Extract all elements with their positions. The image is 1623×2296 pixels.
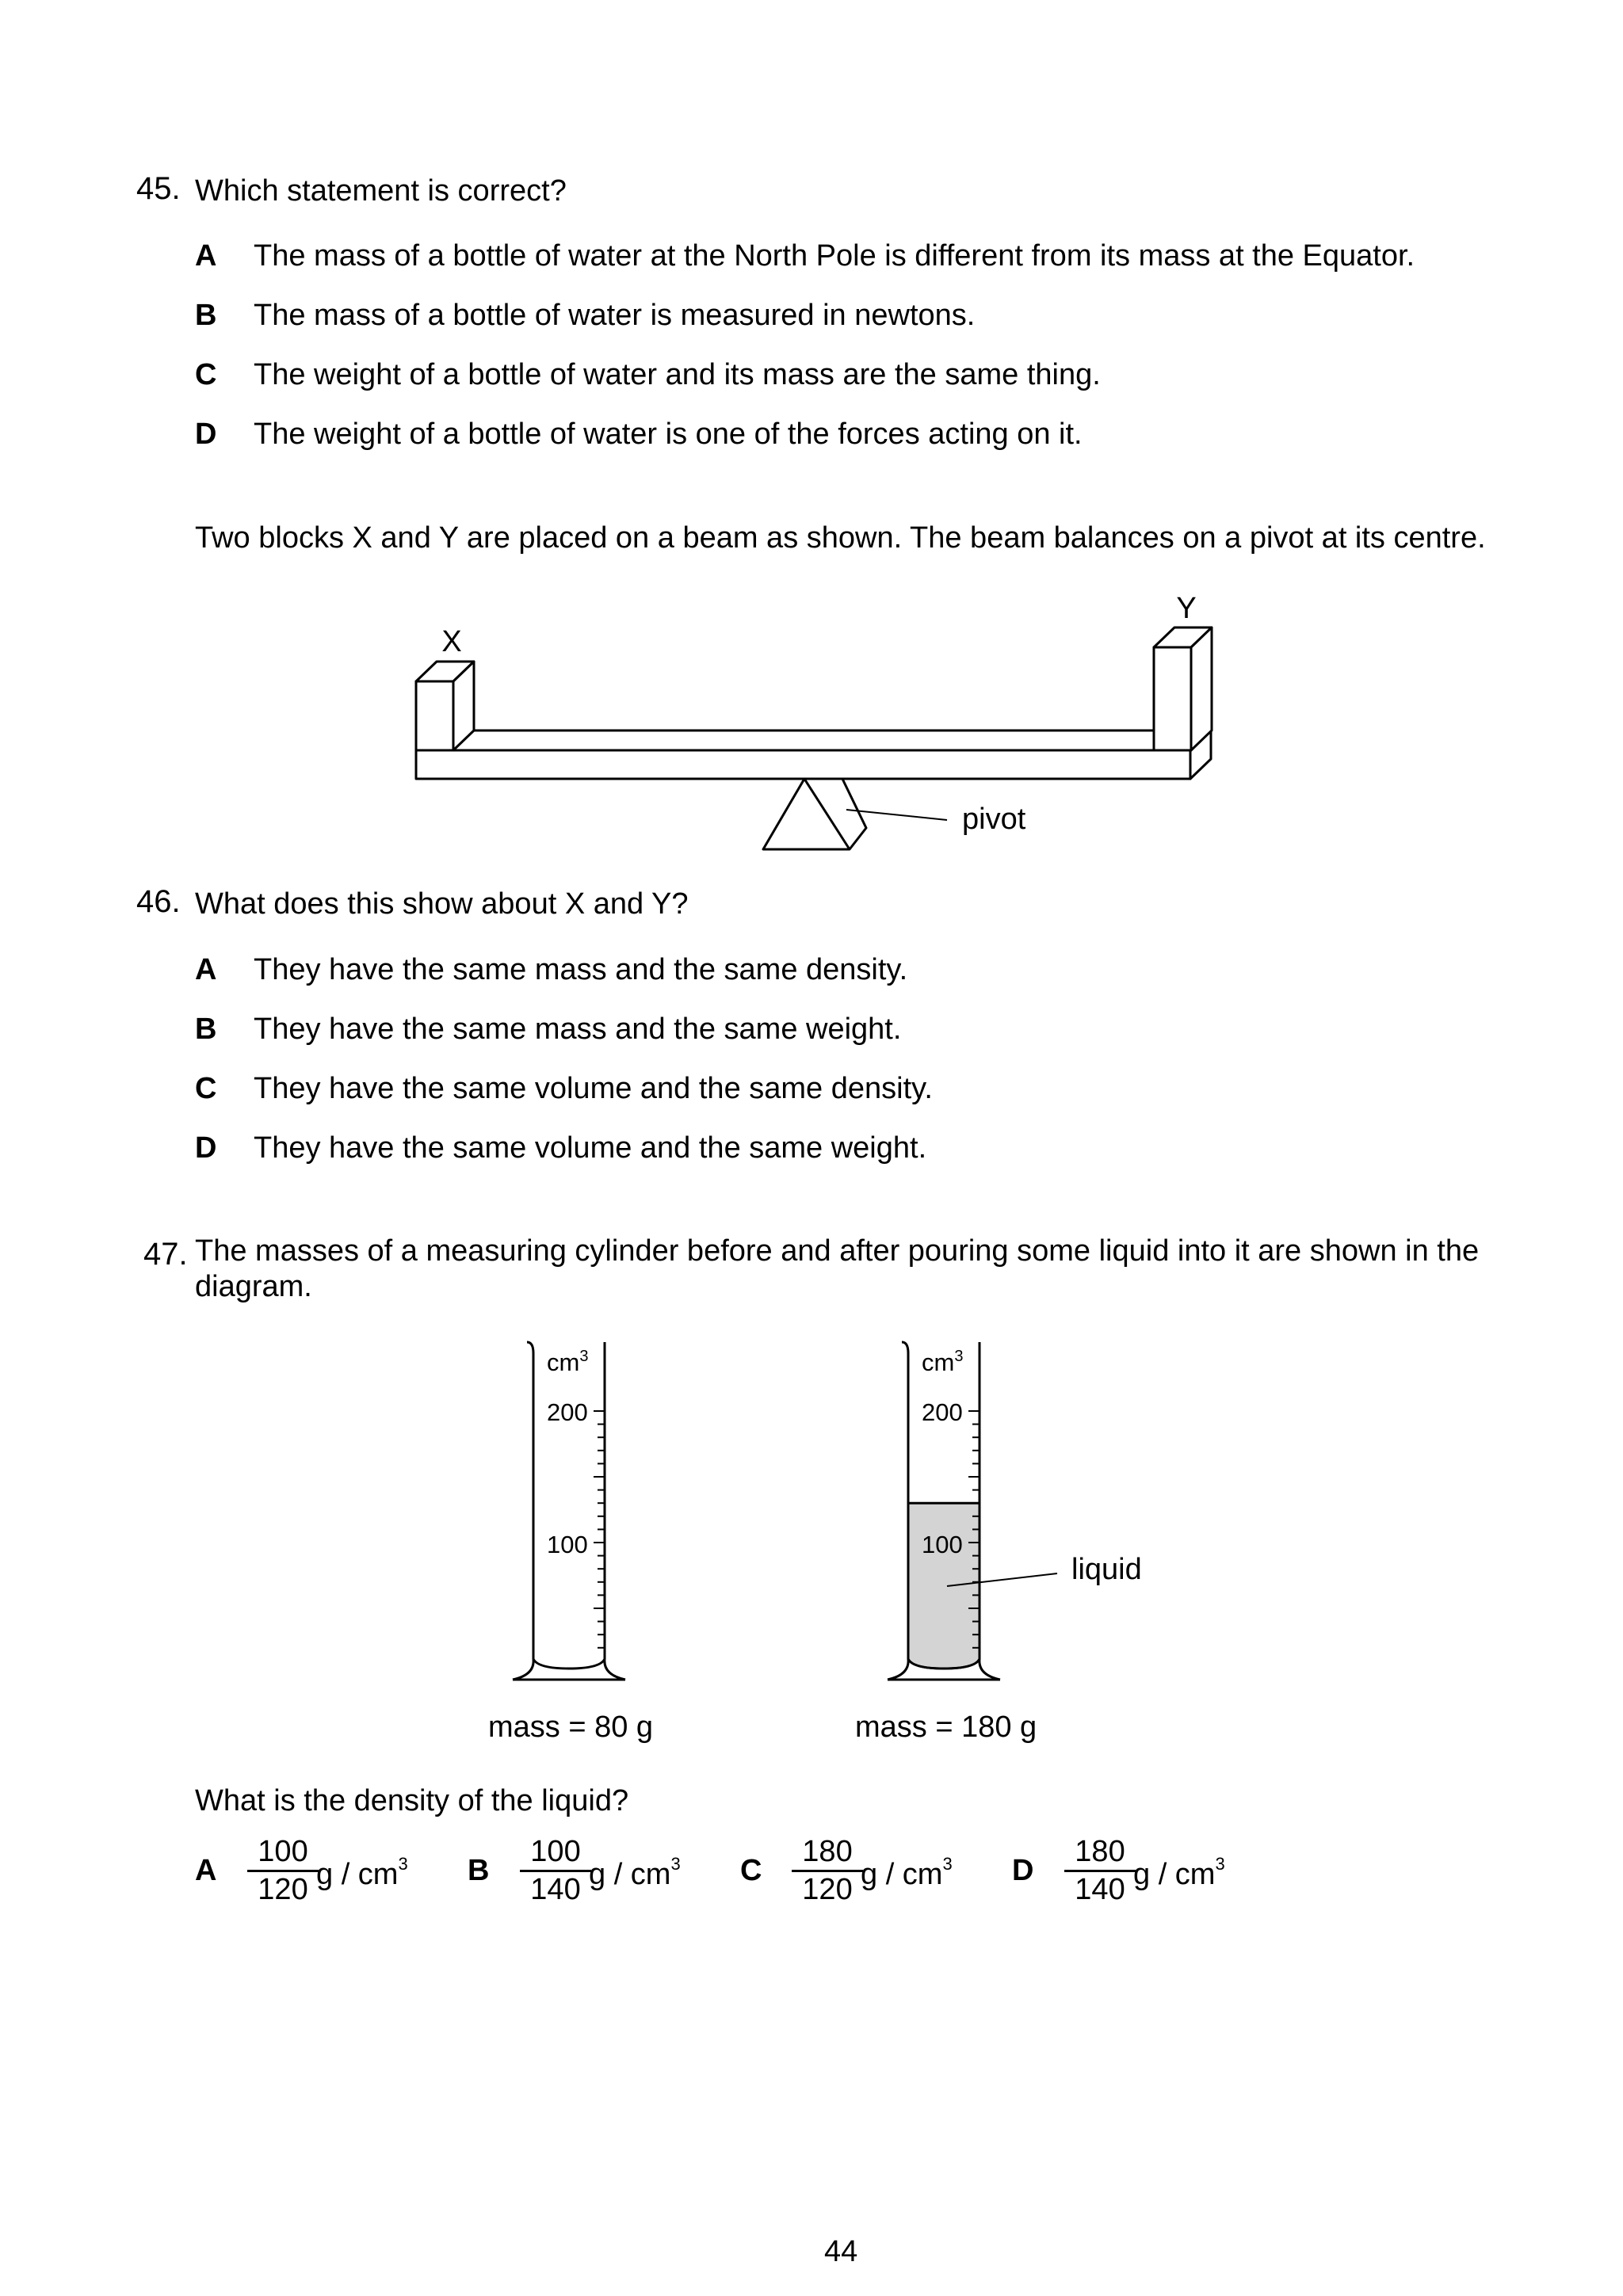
left-cylinder-tick-100: 100 (547, 1531, 588, 1558)
question-45-number: 45. (136, 171, 181, 206)
q47-option-c-unit: g / $cm^3$ (861, 1854, 953, 1891)
density-sub-question: What is the density of the liquid? (195, 1784, 629, 1817)
block-x-label: X (441, 625, 462, 658)
block-y-label: Y (1176, 592, 1197, 625)
q45-option-c-text: The weight of a bottle of water and its mass are the same thing. (254, 358, 1101, 391)
left-cylinder-inner-base (533, 1659, 605, 1669)
q47-option-b-fraction (520, 1836, 591, 1905)
question-47-text-line1: The masses of a measuring cylinder before and after pouring some liquid into it are shown in the (195, 1234, 1480, 1268)
page-number: 44 (824, 2235, 858, 2268)
q47-option-d-denominator: 140 (1075, 1873, 1125, 1906)
q47-option-c-numerator: 180 (792, 1836, 863, 1872)
cylinder-diagram (0, 1307, 1623, 1751)
q45-option-c-letter: C (195, 358, 217, 391)
q46-option-a-letter: A (195, 953, 217, 986)
left-cylinder-unit: $cm^3$ (547, 1348, 589, 1376)
beam-diagram (0, 0, 1623, 871)
right-cylinder-tick-200: 200 (922, 1398, 963, 1426)
q46-option-c-text: They have the same volume and the same density. (254, 1072, 933, 1105)
q47-option-d-fraction (1064, 1836, 1136, 1905)
right-cylinder-right-foot (980, 1659, 1000, 1680)
q47-option-d-numerator: 180 (1064, 1836, 1136, 1872)
question-47-text-line2: diagram. (195, 1270, 312, 1303)
q46-option-a-text: They have the same mass and the same density. (254, 953, 908, 986)
q46-option-b-text: They have the same mass and the same weight. (254, 1013, 902, 1046)
q46-option-c-letter: C (195, 1072, 217, 1105)
right-cylinder-tick-100: 100 (922, 1531, 963, 1558)
question-47-number: 47. (143, 1237, 188, 1272)
q47-option-b-letter: B (468, 1854, 490, 1887)
q47-option-c-denominator: 120 (802, 1873, 853, 1906)
q47-option-a-denominator: 120 (258, 1873, 308, 1906)
liquid-fill (908, 1503, 980, 1669)
q47-option-c-letter: C (740, 1854, 762, 1887)
q45-option-b-text: The mass of a bottle of water is measured in newtons. (254, 299, 976, 332)
right-cylinder-left-foot (888, 1659, 908, 1680)
left-cylinder-mass: mass = 80 g (488, 1711, 654, 1744)
q45-option-a-text: The mass of a bottle of water at the North Pole is different from its mass at the Equator. (254, 239, 1415, 273)
q46-option-d-text: They have the same volume and the same weight. (254, 1131, 927, 1165)
q47-option-a-unit: g / $cm^3$ (316, 1854, 408, 1891)
q47-option-b-numerator: 100 (520, 1836, 591, 1872)
pivot-label: pivot (962, 803, 1026, 836)
liquid-label: liquid (1071, 1553, 1142, 1586)
q47-option-a-numerator: 100 (247, 1836, 319, 1872)
q45-option-b-letter: B (195, 299, 217, 332)
left-cylinder-left-wall (527, 1342, 533, 1659)
q47-option-b-denominator: 140 (530, 1873, 581, 1906)
q47-option-b-unit: g / $cm^3$ (589, 1854, 681, 1891)
left-cylinder-tick-200: 200 (547, 1398, 588, 1426)
right-cylinder-mass: mass = 180 g (855, 1711, 1037, 1744)
question-46-number: 46. (136, 884, 181, 919)
left-cylinder-left-foot (513, 1659, 533, 1680)
right-cylinder-left-wall (902, 1342, 908, 1659)
q45-option-d-letter: D (195, 418, 217, 451)
right-cylinder-unit: $cm^3$ (922, 1348, 964, 1376)
q47-option-c-fraction (792, 1836, 863, 1905)
q46-option-d-letter: D (195, 1131, 217, 1165)
question-46-intro: Two blocks X and Y are placed on a beam as shown. The beam balances on a pivot at its centre. (195, 521, 1486, 555)
q47-option-a-fraction (247, 1836, 319, 1905)
left-cylinder-right-foot (605, 1659, 625, 1680)
q45-option-d-text: The weight of a bottle of water is one of the forces acting on it. (254, 418, 1083, 451)
q45-option-a-letter: A (195, 239, 217, 273)
q47-option-a-letter: A (195, 1854, 217, 1887)
q47-option-d-letter: D (1012, 1854, 1034, 1887)
question-45-text: Which statement is correct? (195, 174, 567, 208)
q47-option-d-unit: g / $cm^3$ (1133, 1854, 1225, 1891)
q46-option-b-letter: B (195, 1013, 217, 1046)
question-46-text: What does this show about X and Y? (195, 887, 689, 921)
